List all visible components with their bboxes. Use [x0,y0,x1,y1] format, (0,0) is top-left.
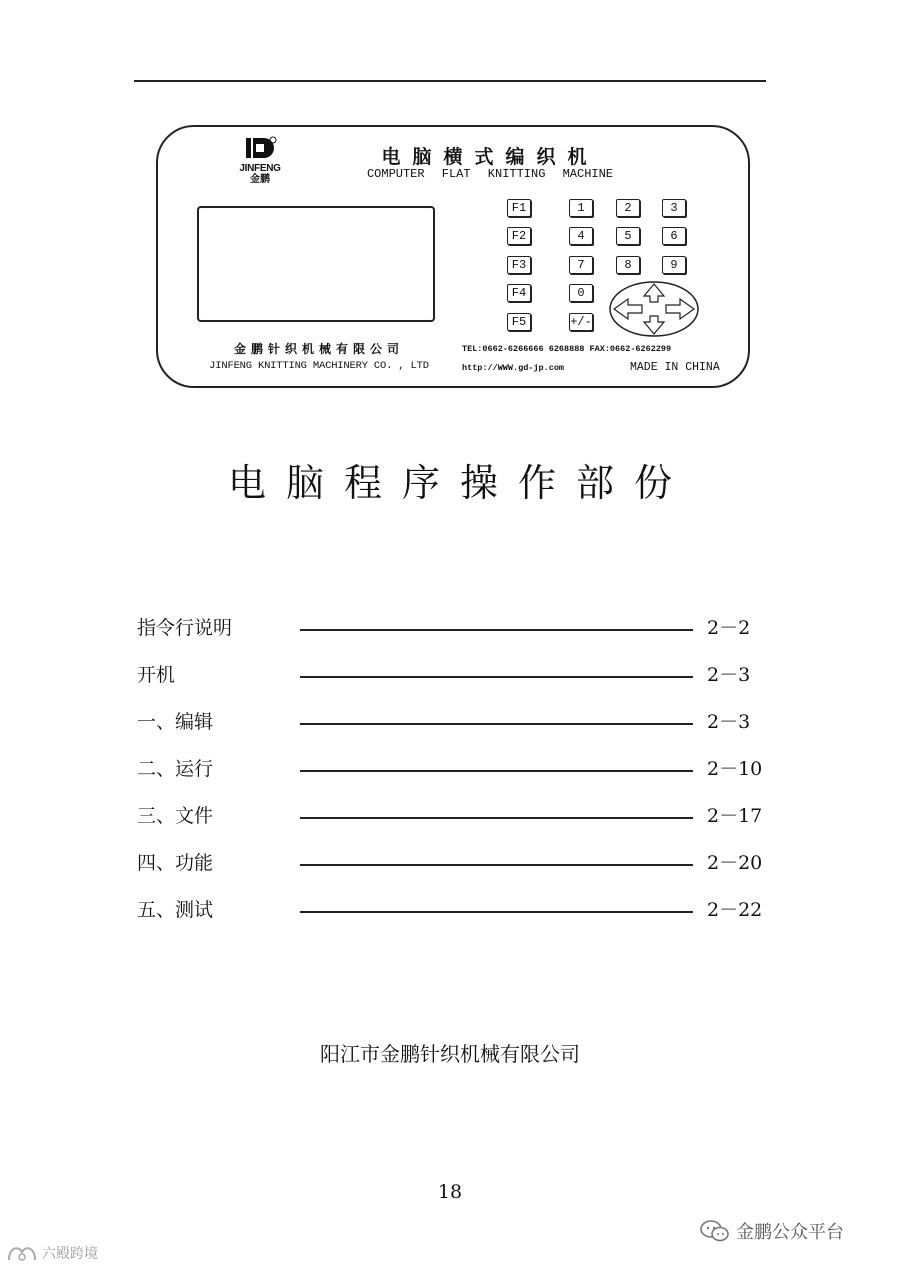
toc-row [137,896,767,926]
toc-row [137,708,767,738]
toc-page: 2－3 [707,664,751,686]
header-rule [134,80,766,82]
logo-text-cn: 金鹏 [250,174,270,185]
watermark-logo-icon [6,1242,38,1264]
panel-company-en: JINFENG KNITTING MACHINERY CO. , LTD [209,360,429,372]
panel-title-cn: 电脑横式编织机 [381,146,599,168]
watermark-right [700,1218,844,1244]
toc-row [137,661,767,691]
key-plus-minus: +/- [570,315,592,329]
toc-row [137,614,767,644]
toc-page: 2－22 [707,899,763,921]
toc-label: 四、功能 [137,852,214,874]
panel-contact: TEL:0662-6266666 6268888 FAX:0662-6262299 [462,344,672,354]
toc-label: 开机 [137,664,176,686]
toc-page: 2－10 [707,758,763,780]
key-f2: F2 [507,227,531,245]
jinfeng-logo [230,135,290,193]
watermark-right-text: 金鹏公众平台 [736,1222,844,1243]
toc-label: 一、编辑 [137,711,214,733]
lcd-screen [197,206,435,322]
toc-label: 五、测试 [137,899,214,921]
toc-leader-line [300,864,693,866]
toc-page: 2－17 [707,805,763,827]
key-f3: F3 [507,256,531,274]
key-4: 4 [569,227,593,245]
panel-website: http://WWW.gd-jp.com [462,363,565,373]
toc-leader-line [300,629,693,631]
logo-mark-icon [242,135,278,163]
key-9: 9 [662,256,686,274]
section-title: 电脑程序操作部份 [227,461,692,505]
key-1: 1 [569,199,593,217]
wechat-icon [700,1220,730,1242]
key-3: 3 [662,199,686,217]
toc-leader-line [300,770,693,772]
toc-leader-line [300,676,693,678]
panel-title-en: COMPUTER FLAT KNITTING MACHINE [366,167,614,181]
watermark-left-text: 六殿跨境 [42,1246,98,1262]
panel-origin: MADE IN CHINA [630,361,720,374]
page-number: 18 [437,1181,463,1203]
key-f1: F1 [507,199,531,217]
key-2: 2 [616,199,640,217]
toc-page: 2－20 [707,852,763,874]
toc-page: 2－3 [707,711,751,733]
logo-text-en: JINFENG [239,163,281,174]
key-7: 7 [569,256,593,274]
toc-page: 2－2 [707,617,751,639]
toc-label: 三、文件 [137,805,214,827]
toc-label: 二、运行 [137,758,214,780]
toc-leader-line [300,817,693,819]
key-f5: F5 [507,313,531,331]
watermark-left [6,1242,98,1264]
direction-pad-icon [608,280,700,338]
key-8: 8 [616,256,640,274]
key-6: 6 [662,227,686,245]
toc-row [137,849,767,879]
key-5: 5 [616,227,640,245]
toc-row [137,802,767,832]
key-0: 0 [569,284,593,302]
panel-company-cn: 金鹏针织机械有限公司 [233,342,404,356]
toc-leader-line [300,723,693,725]
toc-leader-line [300,911,693,913]
key-f4: F4 [507,284,531,302]
toc-row [137,755,767,785]
toc-label: 指令行说明 [137,617,233,639]
company-name: 阳江市金鹏针织机械有限公司 [320,1042,580,1066]
